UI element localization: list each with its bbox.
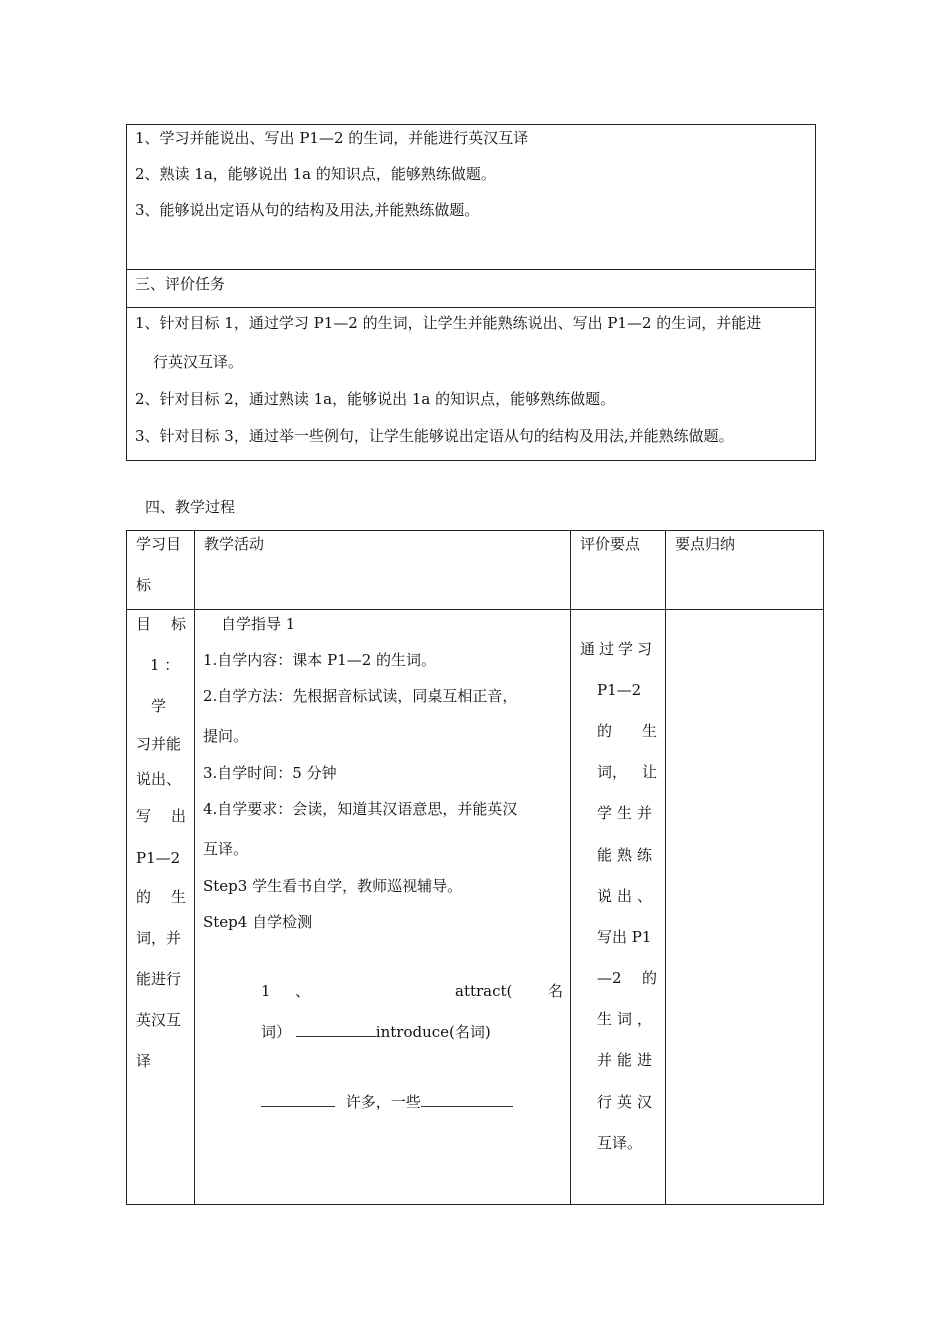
activity-item: 2.自学方法：先根据音标试读，同桌互相正音， [203,687,518,705]
activity-item-cont: 提问。 [203,727,249,745]
eval-cell-line: P1—2 [597,681,642,699]
eval-cell-line: 行英汉 [597,1093,658,1111]
goal-cell-line: 英汉互 [136,1011,182,1029]
goal-cell-line: 1 ： [150,656,180,674]
header-goal-cont: 标 [136,576,152,594]
eval-task-1: 1、针对目标 1，通过学习 P1—2 的生词，让学生并能熟练说出、写出 P1—2 的生词，并能进 [135,314,762,332]
exercise-separator: 、 [295,982,311,1000]
activity-step: Step4 自学检测 [203,913,313,931]
header-evaluation: 评价要点 [580,535,641,553]
eval-heading: 三、评价任务 [135,275,226,293]
goal-cell-line: 说出、 [136,770,182,788]
goal-item-1: 1、学习并能说出、写出 P1—2 的生词，并能进行英汉互译 [135,129,529,147]
divider [126,307,816,308]
header-goal: 学习目 [136,535,182,553]
exercise-number: 1 [261,982,271,1000]
col-divider [194,530,195,1205]
eval-cell-line: 词， 让 [597,763,657,781]
goal-cell-line: 的 生 [136,888,186,906]
exercise-word: attract( [455,982,513,1000]
goal-cell-line: P1—2 [136,849,181,867]
goal-cell-line: 学 [151,697,167,715]
goal-cell-line: 习并能 [136,735,182,753]
header-summary: 要点归纳 [675,535,736,553]
eval-cell-line: 学生并 [597,804,658,822]
answer-blank[interactable] [421,1092,513,1107]
eval-cell-line: 互译。 [597,1134,643,1152]
col-divider [570,530,571,1205]
activity-title: 自学指导 1 [221,615,296,633]
header-divider [126,609,824,610]
eval-task-2: 2、针对目标 2，通过熟读 1a，能够说出 1a 的知识点，能够熟练做题。 [135,390,616,408]
eval-cell-line: 通过学习 [580,640,657,658]
answer-blank[interactable] [261,1092,335,1107]
eval-cell-line: 的 生 [597,722,657,740]
eval-cell-line: —2 的 [597,969,657,987]
activity-item: 3.自学时间：5 分钟 [203,764,337,782]
answer-blank[interactable] [296,1022,376,1037]
eval-cell-line: 说出、 [597,887,658,905]
eval-task-1-cont: 行英汉互译。 [153,353,244,371]
activity-item-cont: 互译。 [203,840,249,858]
activity-item: 4.自学要求：会读，知道其汉语意思，并能英汉 [203,800,518,818]
exercise-line: 词） introduce(名词) [261,1023,491,1041]
goal-item-3: 3、能够说出定语从句的结构及用法,并能熟练做题。 [135,201,480,219]
eval-cell-line: 能熟练 [597,846,658,864]
col-divider [665,530,666,1205]
eval-task-3: 3、针对目标 3，通过举一些例句，让学生能够说出定语从句的结构及用法,并能熟练做题。 [135,427,734,445]
goal-cell-line: 目 标 [136,615,186,633]
activity-step: Step3 学生看书自学，教师巡视辅导。 [203,877,463,895]
goal-cell-line: 译 [136,1052,152,1070]
exercise-line: 许多，一些 [261,1092,513,1112]
goal-cell-line: 写 出 [136,807,186,825]
goal-cell-line: 能进行 [136,970,182,988]
process-heading: 四、教学过程 [145,498,236,516]
activity-item: 1.自学内容：课本 P1—2 的生词。 [203,651,437,669]
eval-cell-line: 写出 P1 [597,928,652,946]
eval-cell-line: 生词， [597,1010,658,1028]
exercise-pos: 名 [548,982,564,1000]
goal-cell-line: 词，并 [136,929,182,947]
divider [126,269,816,270]
header-activity: 教学活动 [204,535,265,553]
eval-cell-line: 并能进 [597,1051,658,1069]
goal-item-2: 2、熟读 1a，能够说出 1a 的知识点，能够熟练做题。 [135,165,496,183]
